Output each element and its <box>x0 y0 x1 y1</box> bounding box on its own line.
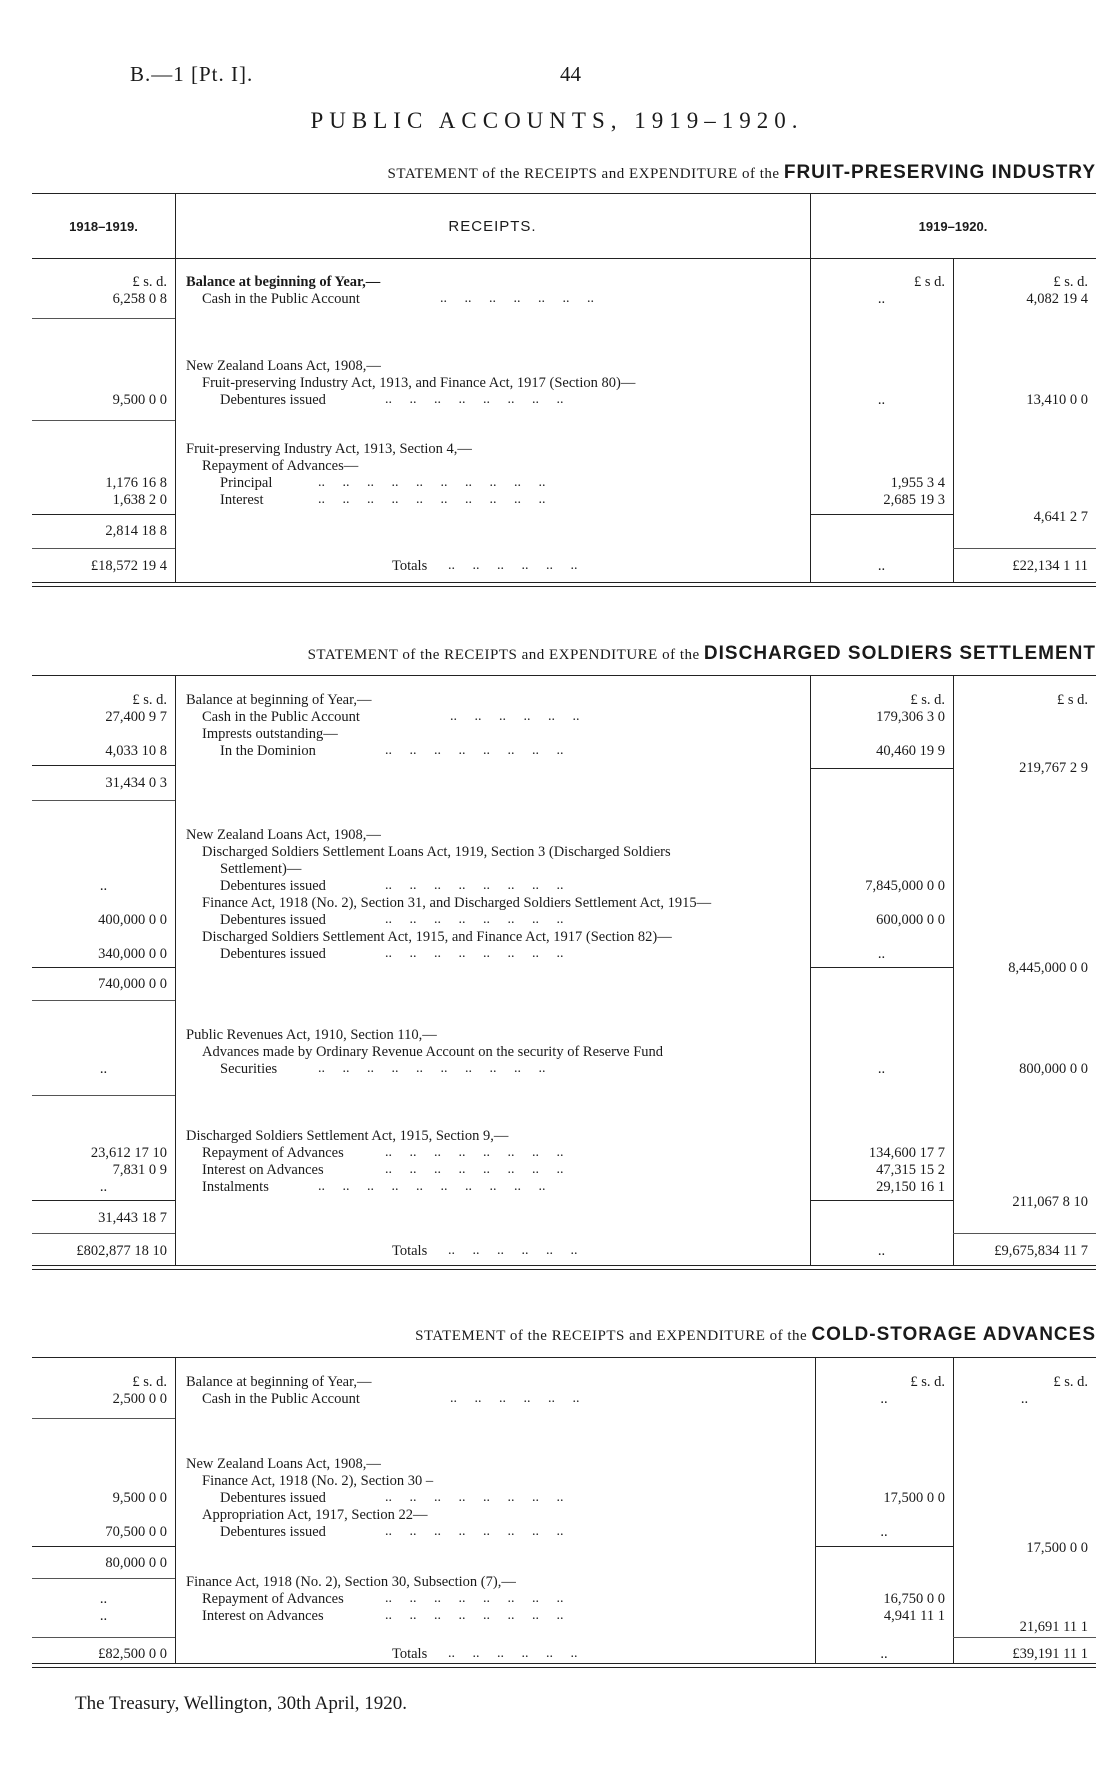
leader-dots: .. .. .. .. .. .. .. .. <box>385 1145 564 1160</box>
row-heading: Balance at beginning of Year,— <box>186 692 372 708</box>
amount-cell: 219,767 2 9 <box>1019 760 1088 776</box>
row-heading: Repayment of Advances— <box>202 458 359 474</box>
amount-cell: .. <box>880 1524 888 1540</box>
subtotal-cell: 740,000 0 0 <box>98 976 167 992</box>
subtotal-cell: 31,443 18 7 <box>98 1210 167 1226</box>
amount-cell: 4,941 11 1 <box>883 1608 945 1624</box>
amount-cell: 4,033 10 8 <box>105 743 167 759</box>
unit-header: £ s. d. <box>132 1374 167 1390</box>
leader-dots: .. .. .. .. .. .. .. .. <box>385 878 564 893</box>
amount-cell: .. <box>877 946 886 962</box>
page-number: 44 <box>560 62 581 86</box>
total-cell: £22,134 1 11 <box>1012 558 1088 574</box>
unit-header: £ s d. <box>913 274 945 290</box>
amount-cell: 13,410 0 0 <box>1026 392 1088 408</box>
total-cell: £9,675,834 11 7 <box>994 1243 1088 1259</box>
amount-cell: 2,685 19 3 <box>883 492 945 508</box>
leader-dots: .. .. .. .. .. .. <box>448 558 578 573</box>
leader-dots: .. .. .. .. .. .. .. .. .. .. <box>318 1179 546 1194</box>
total-cell: £18,572 19 4 <box>90 558 167 574</box>
leader-dots: .. .. .. .. .. .. .. .. <box>385 1524 564 1539</box>
row-heading: Appropriation Act, 1917, Section 22— <box>202 1507 428 1523</box>
column-header-1918-1919: 1918–1919. <box>69 219 138 234</box>
leader-dots: .. .. .. .. .. .. .. .. <box>385 743 564 758</box>
row-heading: Discharged Soldiers Settlement Act, 1915, Section 9,— <box>186 1128 509 1144</box>
amount-cell: .. <box>877 392 886 408</box>
total-cell: .. <box>877 1243 886 1259</box>
total-cell: £802,877 18 10 <box>76 1243 167 1259</box>
amount-cell: 17,500 0 0 <box>883 1490 945 1506</box>
amount-cell: .. <box>877 291 886 307</box>
leader-dots: .. .. .. .. .. .. .. .. <box>385 1162 564 1177</box>
amount-cell: .. <box>1020 1391 1029 1407</box>
row-label: Cash in the Public Account <box>202 1391 360 1407</box>
amount-cell: .. <box>99 1608 108 1624</box>
statement-prefix: STATEMENT of the RECEIPTS and EXPENDITURE of the <box>387 166 780 182</box>
statement-prefix: STATEMENT of the RECEIPTS and EXPENDITURE of the <box>415 1328 808 1344</box>
statement-name: COLD-STORAGE ADVANCES <box>811 1324 1096 1345</box>
leader-dots: .. .. .. .. .. .. .. .. .. .. <box>318 492 546 507</box>
amount-cell: 16,750 0 0 <box>883 1591 945 1607</box>
row-heading: Imprests outstanding— <box>202 726 338 742</box>
page-title: PUBLIC ACCOUNTS, 1919–1920. <box>310 108 804 133</box>
amount-cell: 2,500 0 0 <box>112 1391 167 1407</box>
amount-cell: .. <box>99 1179 108 1195</box>
column-header-receipts: RECEIPTS. <box>448 218 537 235</box>
row-heading: Balance at beginning of Year,— <box>186 274 381 290</box>
amount-cell: 211,067 8 10 <box>1012 1194 1088 1210</box>
row-label: Cash in the Public Account <box>202 709 360 725</box>
row-label: Securities <box>220 1061 278 1077</box>
row-heading: Fruit-preserving Industry Act, 1913, and Finance Act, 1917 (Section 80)— <box>202 375 636 391</box>
amount-cell: 27,400 9 7 <box>105 709 167 725</box>
statement-prefix: STATEMENT of the RECEIPTS and EXPENDITURE of the <box>307 647 700 663</box>
row-heading: Fruit-preserving Industry Act, 1913, Section 4,— <box>186 441 472 457</box>
amount-cell: 40,460 19 9 <box>876 743 945 759</box>
amount-cell: 70,500 0 0 <box>105 1524 167 1540</box>
leader-dots: .. .. .. .. .. .. .. .. <box>385 392 564 407</box>
totals-label: Totals <box>392 1646 428 1662</box>
total-cell: £82,500 0 0 <box>98 1646 167 1662</box>
amount-cell: 9,500 0 0 <box>112 1490 167 1506</box>
amount-cell: .. <box>99 1591 108 1607</box>
row-heading: Settlement)— <box>220 861 302 877</box>
amount-cell: .. <box>99 1061 108 1077</box>
amount-cell: 17,500 0 0 <box>1026 1540 1088 1556</box>
amount-cell: 4,082 19 4 <box>1026 291 1088 307</box>
amount-cell: 400,000 0 0 <box>98 912 167 928</box>
subtotal-cell: 2,814 18 8 <box>105 523 167 539</box>
row-label: Debentures issued <box>220 1524 326 1540</box>
leader-dots: .. .. .. .. .. .. .. .. <box>385 946 564 961</box>
total-cell: .. <box>877 558 886 574</box>
amount-cell: .. <box>877 1061 886 1077</box>
row-heading: Discharged Soldiers Settlement Loans Act, 1919, Section 3 (Discharged Soldiers <box>202 844 671 860</box>
leader-dots: .. .. .. .. .. .. .. .. .. .. <box>318 1061 546 1076</box>
amount-cell: 9,500 0 0 <box>112 392 167 408</box>
unit-header: £ s. d. <box>1053 274 1088 290</box>
statement-name: FRUIT-PRESERVING INDUSTRY <box>783 162 1096 183</box>
unit-header: £ s. d. <box>132 692 167 708</box>
leader-dots: .. .. .. .. .. .. .. .. .. .. <box>318 475 546 490</box>
leader-dots: .. .. .. .. .. .. .. .. <box>385 1591 564 1606</box>
amount-cell: 4,641 2 7 <box>1033 509 1088 525</box>
row-heading: Public Revenues Act, 1910, Section 110,— <box>186 1027 437 1043</box>
row-label: Interest on Advances <box>202 1608 324 1624</box>
unit-header: £ s d. <box>1056 692 1088 708</box>
amount-cell: 800,000 0 0 <box>1019 1061 1088 1077</box>
row-label: Interest <box>220 492 264 508</box>
leader-dots: .. .. .. .. .. .. <box>448 1243 578 1258</box>
amount-cell: 8,445,000 0 0 <box>1008 960 1088 976</box>
amount-cell: 6,258 0 8 <box>112 291 167 307</box>
statement-title-fruit-preserving <box>388 162 1096 184</box>
amount-cell: 23,612 17 10 <box>90 1145 167 1161</box>
amount-cell: 1,955 3 4 <box>890 475 945 491</box>
totals-label: Totals <box>392 1243 428 1259</box>
row-label: Instalments <box>202 1179 269 1195</box>
row-heading: New Zealand Loans Act, 1908,— <box>186 827 381 843</box>
amount-cell: 1,176 16 8 <box>105 475 167 491</box>
row-heading: New Zealand Loans Act, 1908,— <box>186 358 381 374</box>
amount-cell: 600,000 0 0 <box>876 912 945 928</box>
row-label: Debentures issued <box>220 946 326 962</box>
amount-cell: 21,691 11 1 <box>1019 1619 1088 1635</box>
row-label: Principal <box>220 475 273 491</box>
subtotal-cell: 80,000 0 0 <box>105 1555 167 1571</box>
unit-header: £ s. d. <box>1053 1374 1088 1390</box>
total-cell: £39,191 11 1 <box>1012 1646 1088 1662</box>
amount-cell: 340,000 0 0 <box>98 946 167 962</box>
unit-header: £ s. d. <box>910 692 945 708</box>
total-cell: .. <box>880 1646 888 1662</box>
row-label: Debentures issued <box>220 392 326 408</box>
leader-dots: .. .. .. .. .. .. <box>450 709 580 724</box>
leader-dots: .. .. .. .. .. .. .. .. <box>385 1608 564 1623</box>
unit-header: £ s. d. <box>132 274 167 290</box>
leader-dots: .. .. .. .. .. .. <box>450 1391 580 1406</box>
row-label: Debentures issued <box>220 1490 326 1506</box>
leader-dots: .. .. .. .. .. .. .. .. <box>385 912 564 927</box>
statement-name: DISCHARGED SOLDIERS SETTLEMENT <box>703 643 1096 664</box>
totals-label: Totals <box>392 558 428 574</box>
amount-cell: 29,150 16 1 <box>876 1179 945 1195</box>
leader-dots: .. .. .. .. .. .. <box>448 1646 578 1661</box>
document-reference: B.—1 [Pt. I]. <box>130 62 254 86</box>
amount-cell: 47,315 15 2 <box>876 1162 945 1178</box>
row-heading: New Zealand Loans Act, 1908,— <box>186 1456 381 1472</box>
row-heading: Finance Act, 1918 (No. 2), Section 30, Subsection (7),— <box>186 1574 516 1590</box>
amount-cell: 179,306 3 0 <box>876 709 945 725</box>
row-label: Cash in the Public Account <box>202 291 360 307</box>
row-heading: Advances made by Ordinary Revenue Account on the security of Reserve Fund <box>202 1044 664 1060</box>
row-label: Interest on Advances <box>202 1162 324 1178</box>
row-heading: Finance Act, 1918 (No. 2), Section 31, and Discharged Soldiers Settlement Act, 1915— <box>202 895 712 911</box>
row-heading: Finance Act, 1918 (No. 2), Section 30 – <box>202 1473 434 1489</box>
column-header-1919-1920: 1919–1920. <box>918 219 988 234</box>
amount-cell: 7,831 0 9 <box>112 1162 167 1178</box>
row-heading: Discharged Soldiers Settlement Act, 1915, and Finance Act, 1917 (Section 82)— <box>202 929 672 945</box>
amount-cell: .. <box>880 1391 888 1407</box>
statement-title-cold-storage <box>415 1324 1096 1346</box>
amount-cell: 134,600 17 7 <box>868 1145 945 1161</box>
leader-dots: .. .. .. .. .. .. .. <box>440 291 594 306</box>
row-label: Repayment of Advances <box>202 1591 344 1607</box>
row-label: Repayment of Advances <box>202 1145 344 1161</box>
statement-title-discharged-soldiers <box>308 643 1096 665</box>
amount-cell: .. <box>99 878 108 894</box>
leader-dots: .. .. .. .. .. .. .. .. <box>385 1490 564 1505</box>
row-label: Debentures issued <box>220 912 326 928</box>
row-label: Debentures issued <box>220 878 326 894</box>
row-heading: Balance at beginning of Year,— <box>186 1374 372 1390</box>
row-label: In the Dominion <box>220 743 316 759</box>
amount-cell: 7,845,000 0 0 <box>865 878 945 894</box>
subtotal-cell: 31,434 0 3 <box>105 775 167 791</box>
footer-signature-line: The Treasury, Wellington, 30th April, 1920. <box>75 1693 408 1714</box>
unit-header: £ s. d. <box>910 1374 945 1390</box>
amount-cell: 1,638 2 0 <box>112 492 167 508</box>
